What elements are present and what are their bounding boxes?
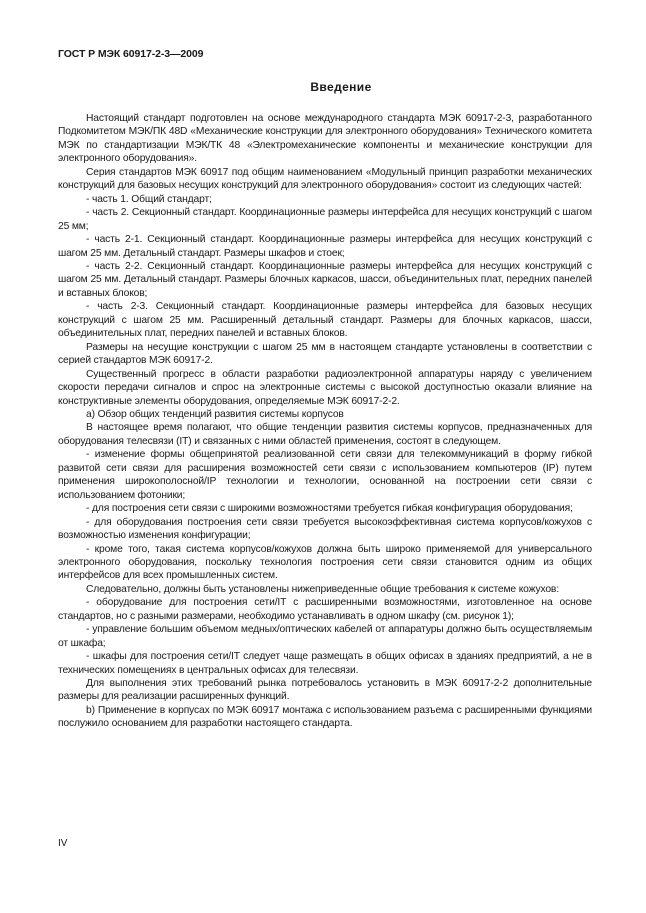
paragraph: Для выполнения этих требований рынка потребовалось установить в МЭК 60917-2-2 дополнительные размеры для реализации расширенных функций.	[58, 678, 592, 703]
list-item: - кроме того, такая система корпусов/кожухов должна быть широко применяемой для универсального электронного оборудования, поскольку технология построения сети связи становится одним из общих интерфейсов для всех промышленных систем.	[58, 543, 592, 582]
list-item: - для оборудования построения сети связи требуется высокоэффективная система корпусов/кожухов с возможностью изменения конфигурации;	[58, 516, 592, 542]
section-title: Введение	[310, 80, 372, 94]
paragraph: Размеры на несущие конструкции с шагом 25 мм в настоящем стандарте установлены в соответствии с серией стандартов МЭК 60917-2.	[58, 341, 592, 367]
list-item: - часть 2-1. Секционный стандарт. Координационные размеры интерфейса для несущих конструкций с шагом 25 мм. Детальный стандарт. Размеры шкафов и стоек;	[58, 234, 592, 259]
list-item: - часть 2-3. Секционный стандарт. Координационные размеры интерфейса для базовых несущих конструкций с шагом 25 мм. Расширенный детальный стандарт. Размеры для блочных каркасов, шасси, объединительных плат, передних панелей и вставных блоков.	[58, 301, 592, 340]
subsection-heading: b) Применение в корпусах по МЭК 60917 монтажа с использованием разъема с расширенными функциями послужило основанием для разработки настоящего стандарта.	[58, 704, 592, 730]
list-item: - для построения сети связи с широкими возможностями требуется гибкая конфигурация оборудования;	[86, 503, 573, 515]
list-item: - изменение формы общепринятой реализованной сети связи для телекоммуникаций в форму гибкой развитой сети связи для расширения возможностей сети связи с использованием компьютеров (IP) путем применения широкополосной/IP технологии и технологии, основанной на построении сети связи с использованием фотоники;	[58, 449, 592, 501]
list-item: - часть 1. Общий стандарт;	[86, 193, 212, 205]
standard-header: ГОСТ Р МЭК 60917-2-3—2009	[58, 48, 204, 60]
list-item: - часть 2. Секционный стандарт. Координационные размеры интерфейса для несущих конструкций с шагом 25 мм;	[58, 207, 592, 232]
paragraph: Следовательно, должны быть установлены нижеприведенные общие требования к системе кожухов:	[86, 583, 559, 595]
list-item: - управление большим объемом медных/оптических кабелей от аппаратуры должно быть осуществляемым от шкафа;	[58, 624, 592, 649]
body-text	[58, 112, 592, 731]
paragraph: Существенный прогресс в области разработки радиоэлектронной аппаратуры наряду с увеличением скорости передачи сигналов и спрос на электронные системы с высокой доступностью оказали влияние на конструктивные элементы оборудования, определяемые МЭК 60917-2-2.	[58, 368, 592, 407]
list-item: - оборудование для построения сети/IT с расширенными возможностями, изготовленное на основе стандартов, но с разными размерами, необходимо устанавливать в одном шкафу (см. рисунок 1);	[58, 597, 592, 622]
paragraph: Серия стандартов МЭК 60917 под общим наименованием «Модульный принцип разработки механических конструкций для базовых несущих конструкций для электронного оборудования» состоит из следующих частей:	[58, 166, 592, 192]
list-item: - шкафы для построения сети/IT следует чаще размещать в общих офисах в зданиях предприятий, а не в технических помещениях в центральных офисах для телесвязи.	[58, 651, 592, 676]
page-number: IV	[58, 838, 68, 849]
list-item: - часть 2-2. Секционный стандарт. Координационные размеры интерфейса для несущих конструкций с шагом 25 мм. Детальный стандарт. Размеры блочных каркасов, шасси, объединительных плат, передних панелей и вставных блоков;	[58, 260, 592, 299]
subsection-heading: а) Обзор общих тенденций развития системы корпусов	[86, 408, 344, 420]
paragraph: Настоящий стандарт подготовлен на основе международного стандарта МЭК 60917-2-3, разработанного Подкомитетом МЭК/ПК 48D «Механические конструкции для электронного оборудования» Технического комитета МЭК по стандартизации МЭК/ТК 48 «Электромеханические компоненты и механические конструкции для электронного оборудования».	[58, 113, 592, 165]
paragraph: В настоящее время полагают, что общие тенденции развития системы корпусов, предназначенных для оборудования телесвязи (IT) и связанных с ними областей применения, состоят в следующем.	[58, 422, 592, 447]
